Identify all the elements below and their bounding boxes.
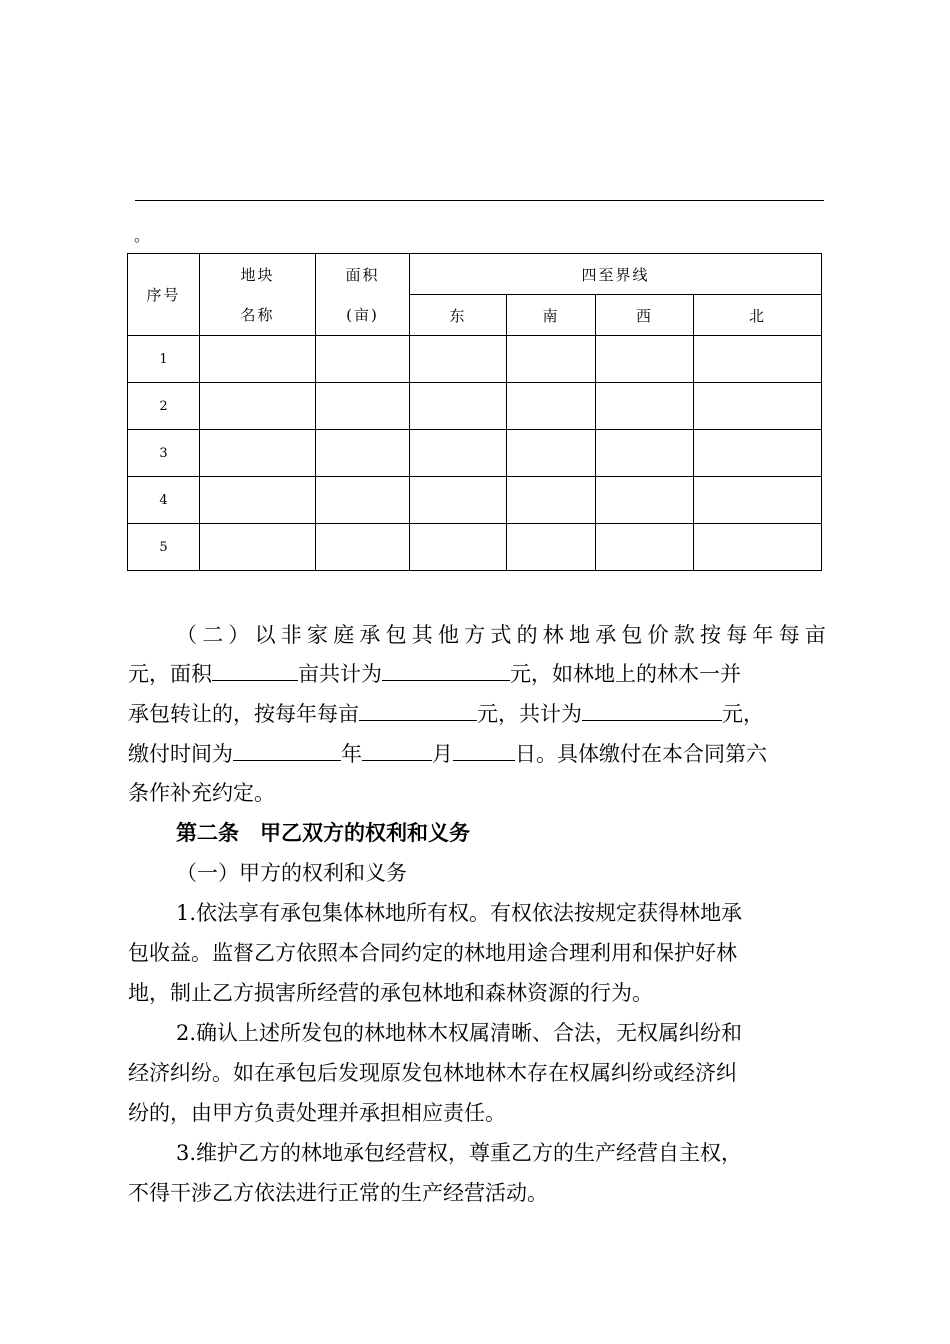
header-boundaries: 四至界线 [410, 254, 822, 295]
clause2-line3 [128, 698, 824, 729]
item2-line2: 经济纠纷。如在承包后发现原发包林地林木存在权属纠纷或经济纠 [128, 1061, 737, 1085]
header-south: 南 [507, 295, 596, 336]
stray-period: 。 [134, 226, 151, 245]
cell-south[interactable] [507, 524, 596, 571]
cell-east[interactable] [410, 477, 507, 524]
cell-plot-name[interactable] [200, 383, 316, 430]
cell-north[interactable] [694, 383, 822, 430]
cell-plot-name[interactable] [200, 524, 316, 571]
header-area [316, 254, 410, 336]
clause2-text-d: 承包转让的，按每年每亩 [128, 702, 359, 726]
item1-line3: 地，制止乙方损害所经营的承包林地和森林资源的行为。 [128, 981, 653, 1005]
plot-table [127, 253, 822, 571]
clause2-text-a: 元，面积 [128, 662, 212, 686]
day-blank[interactable] [453, 738, 515, 761]
item2-line1: 2.确认上述所发包的林地林木权属清晰、合法，无权属纠纷和 [176, 1021, 743, 1045]
clause2-text-b: 亩共计为 [298, 662, 382, 686]
row-seq: 2 [128, 383, 200, 430]
table-row [128, 477, 822, 524]
cell-area[interactable] [316, 336, 410, 383]
sub1-heading: （一）甲方的权利和义务 [176, 861, 407, 885]
article2-heading: 第二条 甲乙双方的权利和义务 [176, 821, 470, 845]
cell-east[interactable] [410, 383, 507, 430]
item3-line2: 不得干涉乙方依法进行正常的生产经营活动。 [128, 1181, 548, 1205]
item1-line1: 1.依法享有承包集体林地所有权。有权依法按规定获得林地承 [176, 901, 743, 925]
cell-west[interactable] [596, 477, 694, 524]
cell-east[interactable] [410, 336, 507, 383]
cell-west[interactable] [596, 383, 694, 430]
cell-west[interactable] [596, 336, 694, 383]
header-east: 东 [410, 295, 507, 336]
header-plot-name-line1: 地块 [240, 265, 275, 284]
header-west: 西 [596, 295, 694, 336]
clause2-line1: （二）以非家庭承包其他方式的林地承包价款按每年每亩 [176, 623, 831, 647]
per-mu-blank[interactable] [359, 698, 477, 721]
area-blank[interactable] [212, 658, 298, 681]
cell-north[interactable] [694, 336, 822, 383]
clause2-text-c: 元，如林地上的林木一并 [510, 662, 741, 686]
table-row [128, 383, 822, 430]
header-north: 北 [694, 295, 822, 336]
clause2-line5: 条作补充约定。 [128, 781, 275, 805]
cell-north[interactable] [694, 430, 822, 477]
month-blank[interactable] [362, 738, 432, 761]
item2-line3: 纷的，由甲方负责处理并承担相应责任。 [128, 1101, 506, 1125]
header-area-line1: 面积 [345, 265, 380, 284]
row-seq: 3 [128, 430, 200, 477]
row-seq: 1 [128, 336, 200, 383]
cell-north[interactable] [694, 524, 822, 571]
cell-plot-name[interactable] [200, 336, 316, 383]
clause2-line4 [128, 738, 824, 769]
cell-east[interactable] [410, 524, 507, 571]
cell-south[interactable] [507, 477, 596, 524]
item3-line1: 3.维护乙方的林地承包经营权，尊重乙方的生产经营自主权， [176, 1141, 743, 1165]
cell-plot-name[interactable] [200, 477, 316, 524]
header-plot-name [200, 254, 316, 336]
cell-east[interactable] [410, 430, 507, 477]
cell-west[interactable] [596, 430, 694, 477]
cell-area[interactable] [316, 477, 410, 524]
row-seq: 4 [128, 477, 200, 524]
clause2-text-e: 元，共计为 [477, 702, 582, 726]
cell-north[interactable] [694, 477, 822, 524]
clause2-text-f: 元， [722, 702, 764, 726]
clause2-text-j: 日。具体缴付在本合同第六 [515, 742, 767, 766]
cell-west[interactable] [596, 524, 694, 571]
table-row [128, 336, 822, 383]
clause2-text-h: 年 [341, 742, 362, 766]
top-rule [135, 200, 824, 201]
cell-south[interactable] [507, 430, 596, 477]
header-seq: 序号 [128, 254, 200, 336]
row-seq: 5 [128, 524, 200, 571]
total-blank[interactable] [382, 658, 510, 681]
cell-plot-name[interactable] [200, 430, 316, 477]
cell-south[interactable] [507, 336, 596, 383]
clause2-text-g: 缴付时间为 [128, 742, 233, 766]
tree-total-blank[interactable] [582, 698, 722, 721]
cell-area[interactable] [316, 524, 410, 571]
cell-area[interactable] [316, 430, 410, 477]
clause2-text-i: 月 [432, 742, 453, 766]
header-area-line2: (亩) [346, 305, 379, 324]
table-row [128, 430, 822, 477]
item1-line2: 包收益。监督乙方依照本合同约定的林地用途合理利用和保护好林 [128, 941, 737, 965]
year-blank[interactable] [233, 738, 341, 761]
cell-area[interactable] [316, 383, 410, 430]
cell-south[interactable] [507, 383, 596, 430]
table-row [128, 524, 822, 571]
clause2-line2 [128, 658, 824, 689]
header-plot-name-line2: 名称 [240, 305, 275, 324]
